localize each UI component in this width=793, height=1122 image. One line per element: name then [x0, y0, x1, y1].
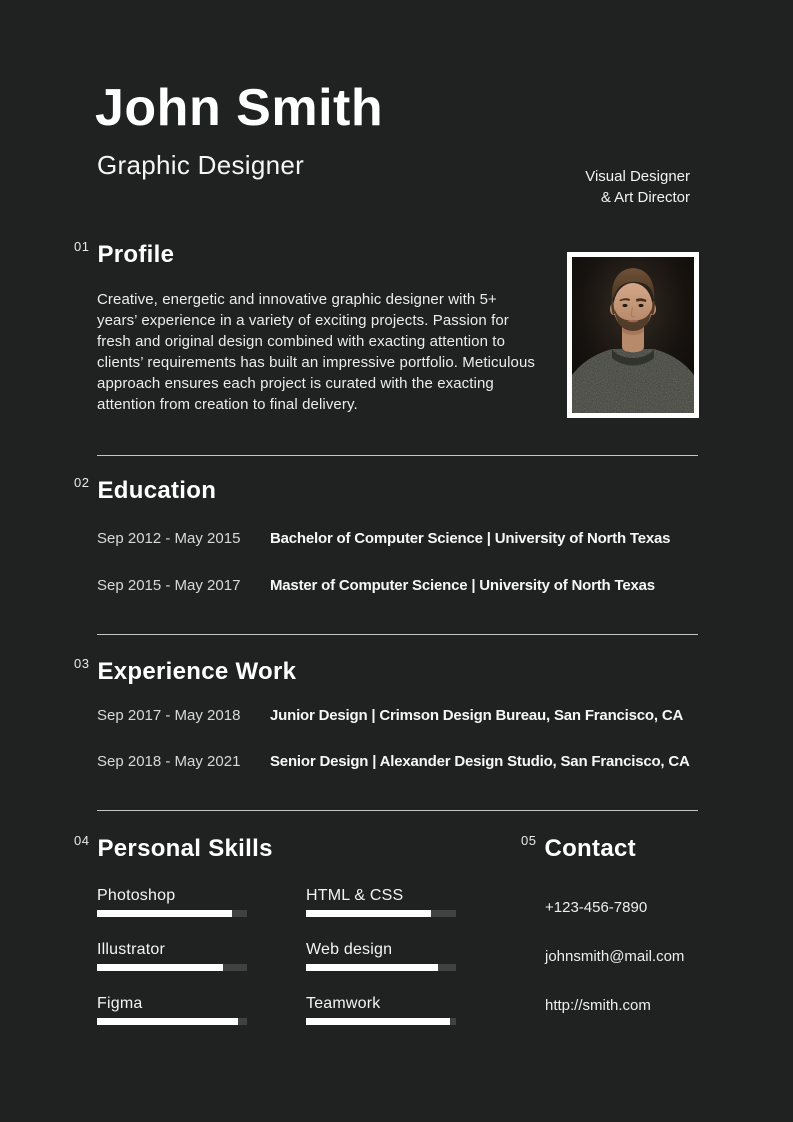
skills-grid: [97, 886, 456, 1025]
section-number: 02: [74, 475, 90, 490]
skill-label: HTML & CSS: [306, 887, 404, 904]
skill-item: [97, 886, 247, 917]
tagline-line-1: Visual Designer: [585, 168, 690, 185]
contact-list: [545, 899, 684, 1015]
skill-label: Figma: [97, 995, 143, 1012]
education-detail: Master of Computer Science | University of North Texas: [270, 577, 655, 594]
experience-detail: Junior Design | Crimson Design Bureau, San Francisco, CA: [270, 707, 684, 724]
skill-bar-track: [306, 1018, 456, 1025]
section-number: 04: [74, 833, 90, 848]
education-detail: Bachelor of Computer Science | University of North Texas: [270, 530, 671, 547]
skill-bar-fill: [97, 1018, 238, 1025]
skill-bar-track: [97, 910, 247, 917]
education-dates: Sep 2012 - May 2015: [97, 530, 241, 547]
section-heading-contact: [521, 833, 636, 862]
experience-row: [97, 753, 690, 770]
section-title: Education: [97, 477, 217, 504]
portrait-illustration: [572, 257, 694, 413]
skill-label: Teamwork: [306, 995, 381, 1012]
section-title: Experience Work: [97, 658, 297, 685]
experience-dates: Sep 2018 - May 2021: [97, 753, 241, 770]
section-title: Profile: [97, 241, 175, 268]
section-number: 01: [74, 239, 90, 254]
section-heading-skills: [74, 833, 273, 862]
section-heading-education: [74, 475, 217, 504]
skill-bar-track: [306, 964, 456, 971]
experience-detail: Senior Design | Alexander Design Studio, San Francisco, CA: [270, 753, 690, 770]
skill-item: [97, 994, 247, 1025]
skill-item: [306, 994, 456, 1025]
experience-row: [97, 707, 690, 724]
tagline-line-2: & Art Director: [600, 189, 690, 206]
contact-website: http://smith.com: [545, 997, 651, 1014]
section-number: 05: [521, 833, 537, 848]
skill-bar-track: [306, 910, 456, 917]
name-heading: John Smith: [95, 79, 384, 137]
skill-label: Web design: [306, 941, 393, 958]
contact-email: johnsmith@mail.com: [545, 948, 685, 965]
education-row: [97, 530, 670, 547]
education-row: [97, 577, 670, 594]
section-title: Personal Skills: [97, 835, 273, 862]
tagline: [585, 166, 690, 208]
experience-dates: Sep 2017 - May 2018: [97, 707, 241, 724]
skill-bar-fill: [306, 1018, 450, 1025]
profile-paragraph: Creative, energetic and innovative graphic designer with 5+ years’ experience in a variety of exciting projects. Passion for fresh and original design combined with exacting attention to clients’ requirements has built an impressive portfolio. Meticulous approach ensures each project is curated with the exacting attention from creation to final delivery.: [97, 291, 536, 413]
skill-bar-track: [97, 1018, 247, 1025]
education-list: [97, 530, 670, 594]
section-title: Contact: [544, 835, 636, 862]
experience-list: [97, 707, 690, 770]
skill-item: [306, 886, 456, 917]
skill-bar-fill: [97, 964, 223, 971]
skill-item: [306, 940, 456, 971]
role-subtitle: Graphic Designer: [97, 150, 305, 180]
skill-bar-fill: [306, 964, 438, 971]
skill-item: [97, 940, 247, 971]
education-dates: Sep 2015 - May 2017: [97, 577, 241, 594]
skill-bar-track: [97, 964, 247, 971]
section-divider: [97, 810, 698, 811]
section-heading-profile: [74, 239, 175, 268]
section-number: 03: [74, 656, 90, 671]
skill-label: Illustrator: [97, 941, 165, 958]
section-heading-experience: [74, 656, 297, 685]
section-divider: [97, 634, 698, 635]
profile-photo: [567, 252, 699, 418]
section-divider: [97, 455, 698, 456]
skill-bar-fill: [97, 910, 232, 917]
skill-label: Photoshop: [97, 887, 176, 904]
contact-phone: +123-456-7890: [545, 899, 648, 916]
skill-bar-fill: [306, 910, 431, 917]
